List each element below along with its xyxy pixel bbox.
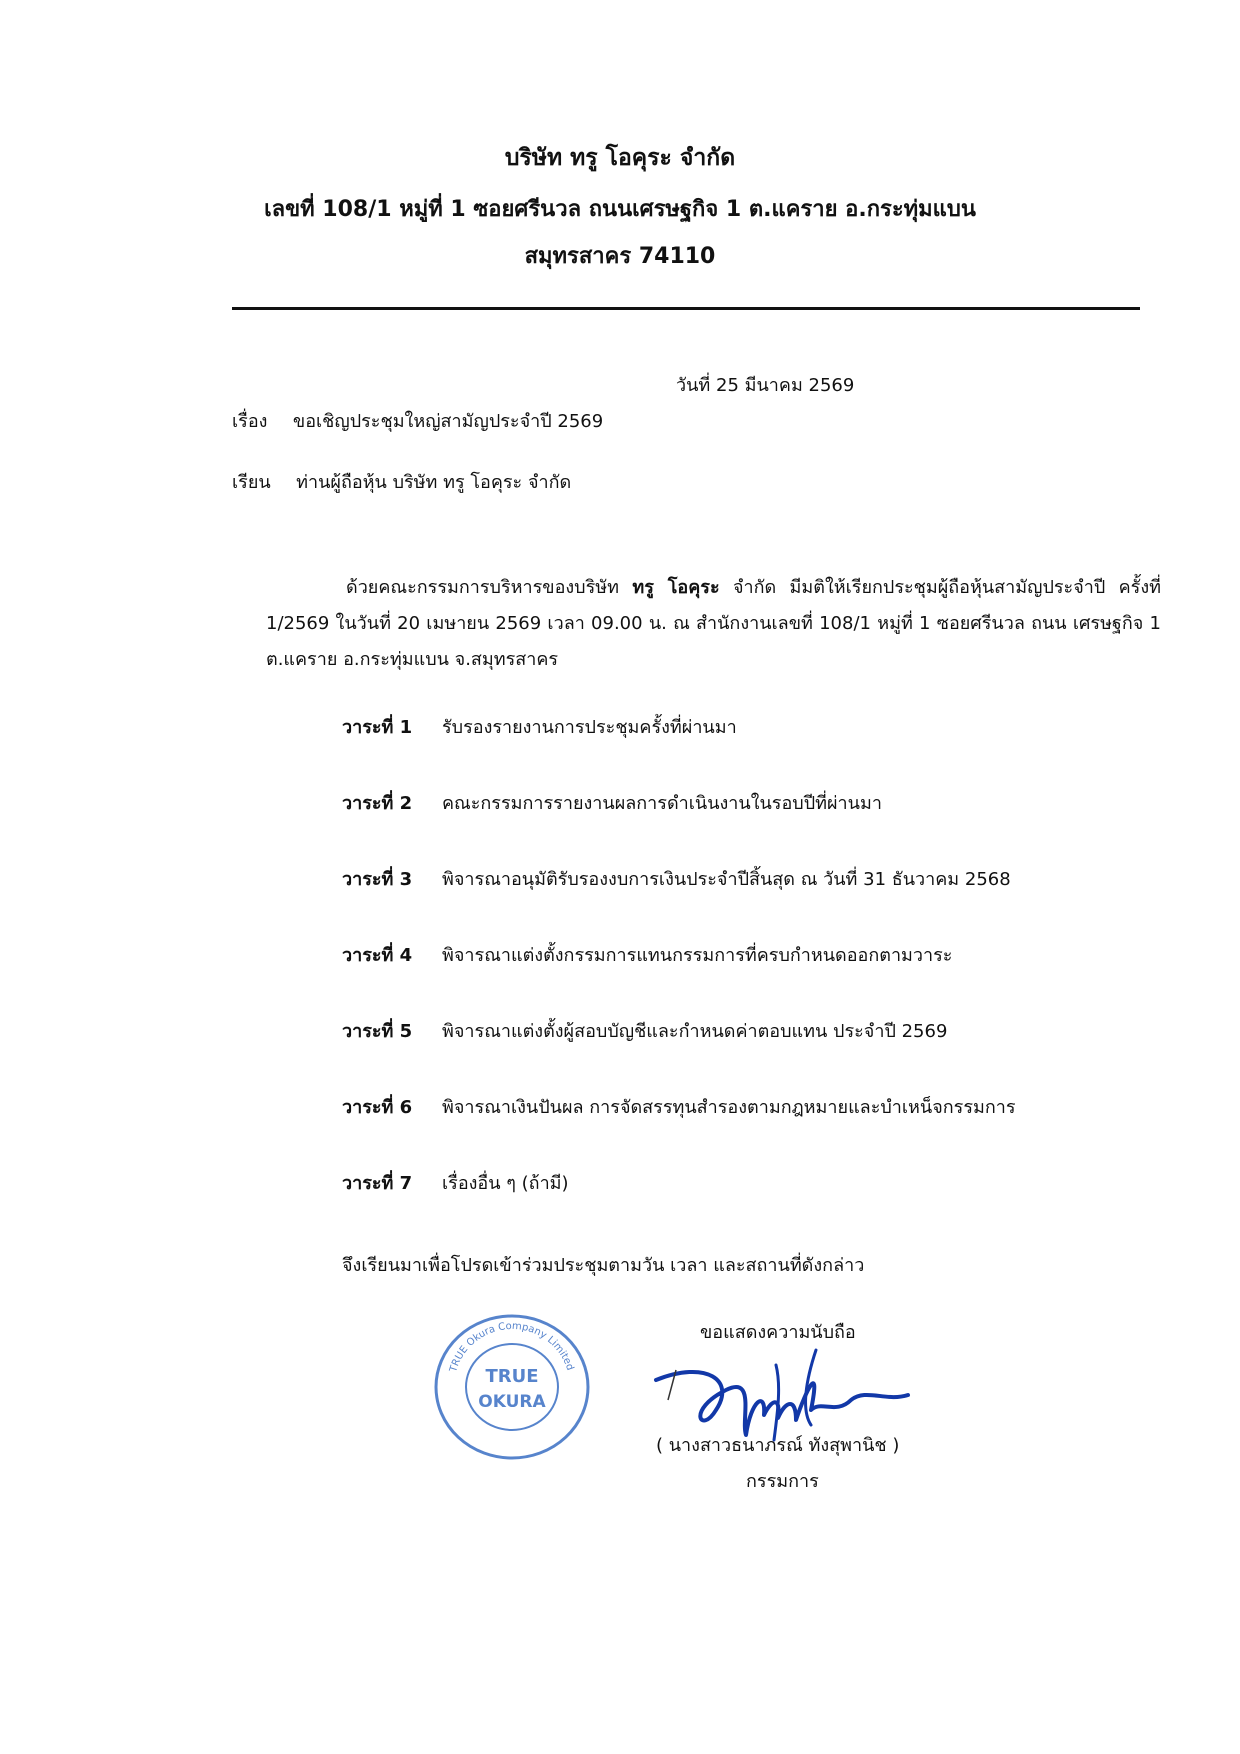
agenda-item (342, 788, 882, 817)
company-stamp (432, 1312, 592, 1462)
agenda-item (342, 864, 1011, 893)
subject-text: ขอเชิญประชุมใหญ่สามัญประจำปี 2569 (292, 411, 604, 432)
recipient-line (232, 467, 571, 496)
stamp-center-line1: TRUE (485, 1366, 539, 1387)
agenda-text: รับรองรายงานการประชุมครั้งที่ผ่านมา (442, 717, 737, 738)
agenda-item (342, 1016, 947, 1045)
stamp-ring-text: TRUE Okura Company Limited (448, 1320, 576, 1374)
agenda-text: พิจารณาแต่งตั้งกรรมการแทนกรรมการที่ครบกำหนดออกตามวาระ (442, 945, 953, 966)
body-text-start: ด้วยคณะกรรมการบริหารของบริษัท (346, 577, 633, 598)
closing-regards: ขอแสดงความนับถือ (700, 1322, 856, 1343)
agenda-text: พิจารณาเงินปันผล การจัดสรรทุนสำรองตามกฎหมายและบำเหน็จกรรมการ (442, 1097, 1016, 1118)
agenda-item (342, 940, 952, 969)
recipient-text: ท่านผู้ถือหุ้น บริษัท ทรู โอคุระ จำกัด (296, 472, 572, 493)
recipient-label: เรียน (232, 472, 271, 493)
signatory-title: กรรมการ (746, 1471, 819, 1492)
agenda-text: คณะกรรมการรายงานผลการดำเนินงานในรอบปีที่ผ่านมา (442, 793, 882, 814)
agenda-number: วาระที่ 7 (342, 1173, 413, 1194)
agenda-item (342, 712, 737, 741)
company-name: บริษัท ทรู โอคุระ จำกัด (504, 145, 736, 171)
subject-line (232, 406, 603, 435)
agenda-item (342, 1168, 569, 1197)
header-divider (232, 307, 1140, 310)
agenda-number: วาระที่ 2 (342, 793, 413, 814)
agenda-number: วาระที่ 4 (342, 945, 413, 966)
body-text-rest: จำกัด มีมติให้เรียกประชุมผู้ถือหุ้นสามัญประจำปี ครั้งที่ 1/2569 ในวันที่ 20 เมษายน 2569 เวลา 09.00 น. ณ สำนักงานเลขที่ 108/1 หมู่ที่ 1 ซอยศรีนวล ถนน เศรษฐกิจ 1 ต.แคราย อ.กระทุ่มแบน จ.สมุทรสาคร (266, 577, 1161, 670)
agenda-number: วาระที่ 5 (342, 1021, 413, 1042)
letter-date: วันที่ 25 มีนาคม 2569 (676, 375, 855, 396)
agenda-text: เรื่องอื่น ๆ (ถ้ามี) (442, 1173, 569, 1194)
agenda-item (342, 1092, 1016, 1121)
agenda-number: วาระที่ 3 (342, 869, 413, 890)
agenda-text: พิจารณาอนุมัติรับรองงบการเงินประจำปีสิ้นสุด ณ วันที่ 31 ธันวาคม 2568 (442, 869, 1011, 890)
body-paragraph (266, 570, 1161, 678)
closing-sentence: จึงเรียนมาเพื่อโปรดเข้าร่วมประชุมตามวัน เวลา และสถานที่ดังกล่าว (342, 1255, 865, 1276)
company-address-line2: สมุทรสาคร 74110 (524, 244, 716, 269)
subject-label: เรื่อง (232, 411, 268, 432)
signatory-name: ( นางสาวธนาภรณ์ ทังสุพานิช ) (656, 1435, 900, 1456)
agenda-number: วาระที่ 1 (342, 717, 413, 738)
agenda-text: พิจารณาแต่งตั้งผู้สอบบัญชีและกำหนดค่าตอบแทน ประจำปี 2569 (442, 1021, 948, 1042)
company-address-line1: เลขที่ 108/1 หมู่ที่ 1 ซอยศรีนวล ถนนเศรษฐกิจ 1 ต.แคราย อ.กระทุ่มแบน (264, 197, 976, 222)
agenda-number: วาระที่ 6 (342, 1097, 413, 1118)
stamp-center-line2: OKURA (478, 1392, 546, 1412)
body-company-name: ทรู โอคุระ (632, 577, 720, 598)
